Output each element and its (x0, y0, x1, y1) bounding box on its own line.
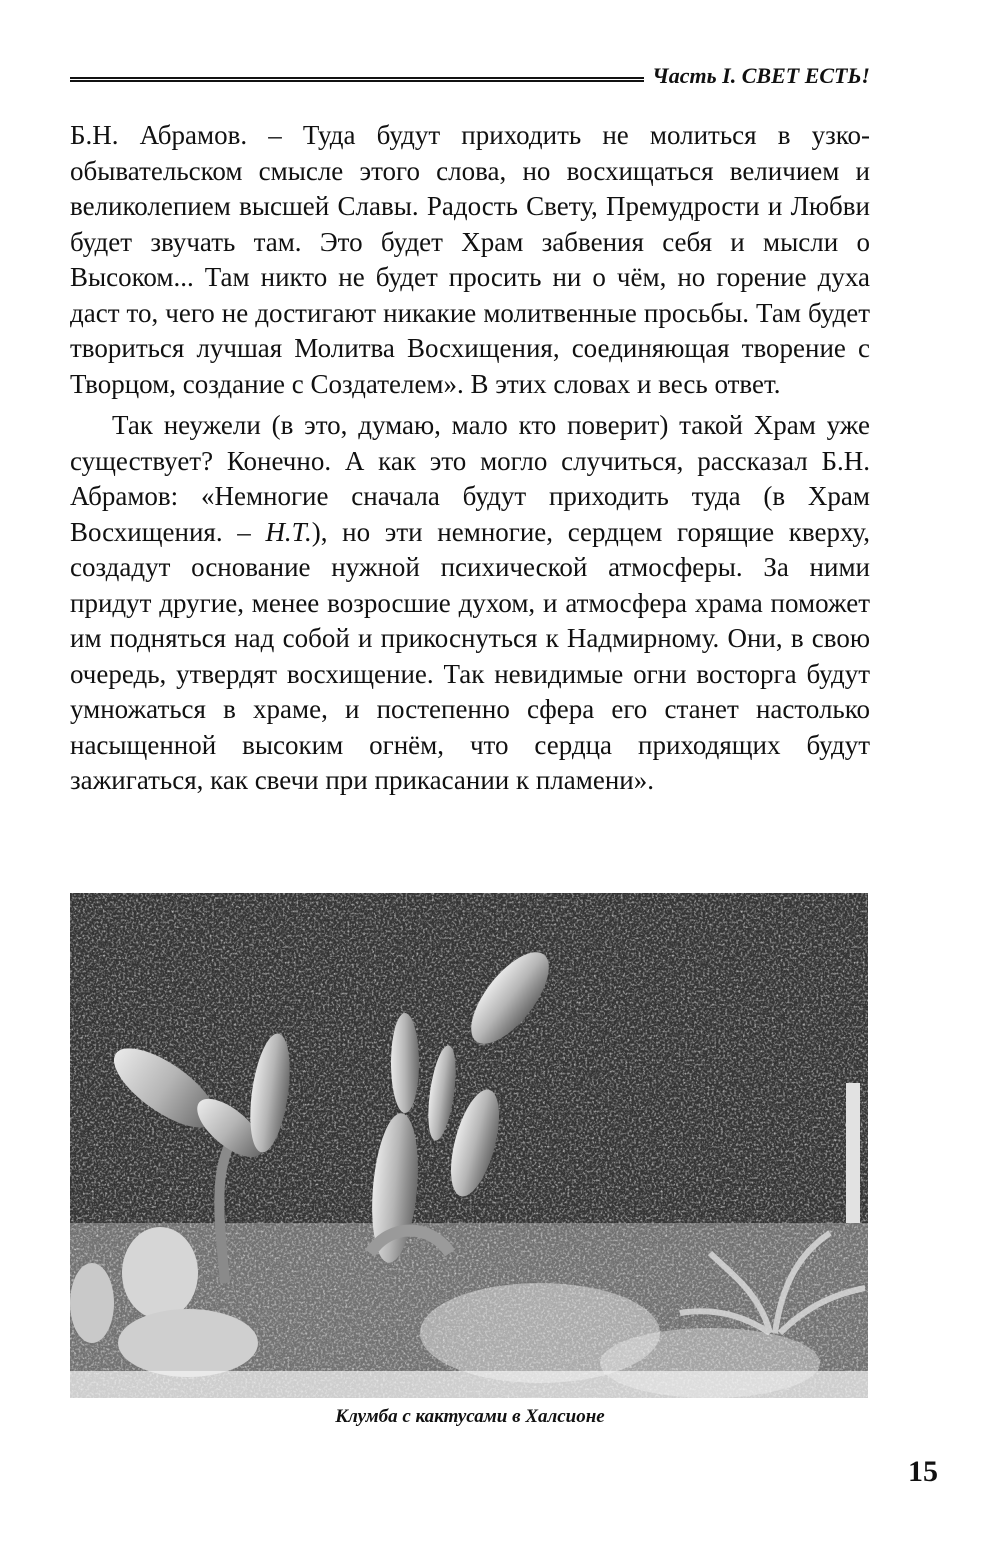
header-rule (70, 77, 644, 82)
figure-caption: Клумба с кактусами в Халсионе (335, 1406, 605, 1427)
running-header (70, 58, 870, 94)
author-initials: Н.Т. (265, 516, 312, 547)
body-text (70, 118, 870, 799)
paragraph-1: Б.Н. Абрамов. – Туда будут приходить не молиться в узкообывательском смысле этого слова, но восхищаться величием и великолепием высшей Славы. Радость Свету, Премудрости и Любви будет звучать там. Это будет Храм забвения себя и мысли о Высоком... Там никто не будет просить ни о чём, но горение духа даст то, чего не достигают никакие молитвенные просьбы. Там будет твориться лучшая Молитва Восхищения, соединяющая творение с Творцом, создание с Создателем». В этих словах и весь ответ. (70, 120, 870, 399)
paragraph-2-part-1: Так неужели (в это, думаю, мало кто поверит) такой Храм уже существует? Конечно. А как это могло случиться, рассказал Б.Н. Абрамов: «Немногие сначала будут приходить туда (в Храм Восхищения. – (70, 410, 870, 547)
rock (122, 1227, 198, 1319)
header-title: Часть I. СВЕТ ЕСТЬ! (652, 63, 870, 88)
paragraph-2 (70, 408, 870, 799)
rock (70, 1263, 114, 1343)
cactus-flowerbed-photo (70, 893, 868, 1398)
paragraph-2-part-2: ), но эти немногие, сердцем горящие кверху, создадут основание нужной психической атмосферы. За ними придут другие, менее возросшие духом, и атмосфера храма поможет им подняться над собой и прикоснуться к Надмирному. Они, в свою очередь, утвердят восхищение. Так невидимые огни восторга будут умножаться в храме, и постепенно сфера его станет настолько насыщенной высоким огнём, что сердца приходящих будут зажигаться, как свечи при прикасании к пламени». (70, 516, 870, 795)
garden-post (846, 1083, 860, 1223)
page-number: 15 (908, 1455, 938, 1488)
rock (118, 1309, 258, 1377)
